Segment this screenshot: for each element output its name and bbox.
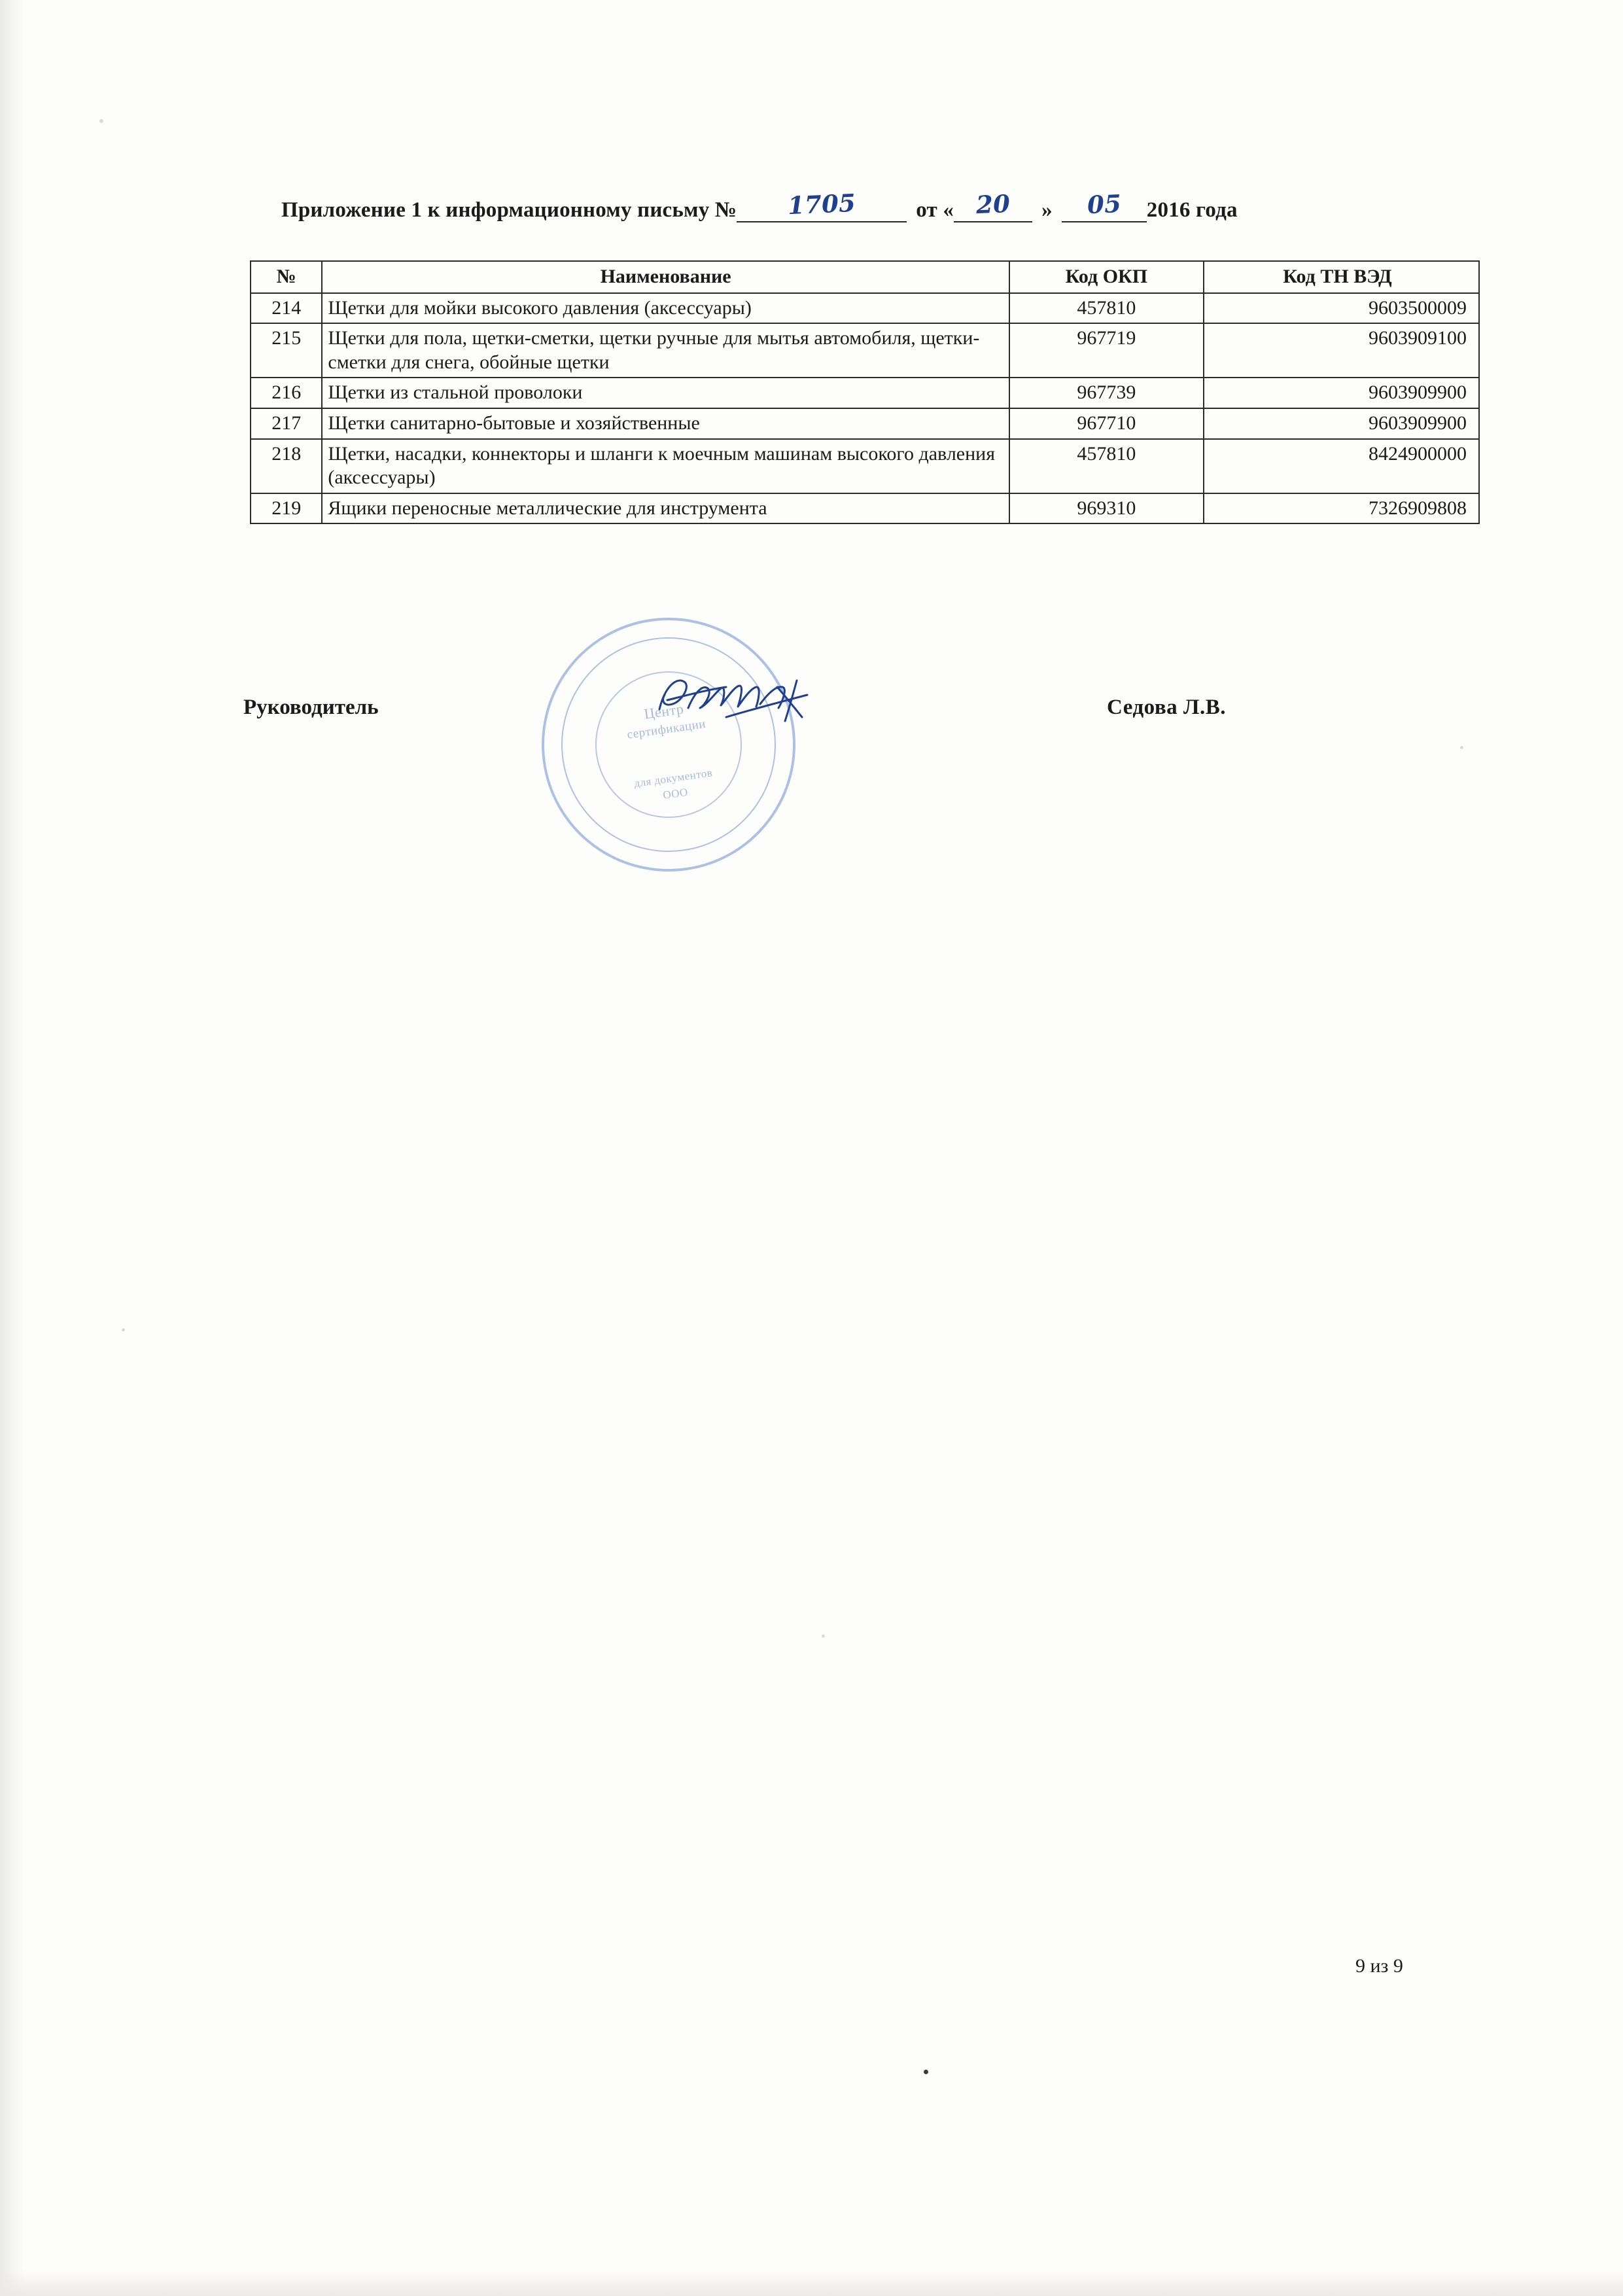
row-num: 217	[251, 408, 322, 439]
stamp-line-3: для документов	[633, 766, 714, 790]
table-header-tnved: Код ТН ВЭД	[1204, 261, 1479, 293]
stamp-line-4: ООО	[662, 785, 689, 802]
row-name: Щетки санитарно-бытовые и хозяйственные	[322, 408, 1009, 439]
stamp-line-1: Центр	[642, 700, 685, 722]
row-num: 219	[251, 493, 322, 524]
row-okp: 967710	[1009, 408, 1204, 439]
row-name: Щетки из стальной проволоки	[322, 378, 1009, 408]
row-name: Щетки для пола, щетки-сметки, щетки ручные для мытья автомобиля, щетки-сметки для снега, обойные щетки	[322, 323, 1009, 378]
row-okp: 969310	[1009, 493, 1204, 524]
row-name: Щетки для мойки высокого давления (аксессуары)	[322, 293, 1009, 324]
table-head	[251, 261, 1479, 293]
table-header-row	[251, 261, 1479, 293]
stamp-line-2: сертификации	[626, 716, 707, 742]
day-handwritten: 20	[975, 188, 1011, 220]
table-body	[251, 293, 1479, 524]
items-table-wrapper	[250, 260, 1480, 524]
header-year-text: 2016 года	[1146, 198, 1238, 222]
month-field[interactable]	[1062, 188, 1147, 222]
row-name: Ящики переносные металлические для инструмента	[322, 493, 1009, 524]
table-row	[251, 439, 1479, 493]
table-header-num: №	[251, 261, 322, 293]
row-num: 218	[251, 439, 322, 493]
row-tnved: 9603909900	[1204, 408, 1479, 439]
row-okp: 457810	[1009, 293, 1204, 324]
table-header-okp: Код ОКП	[1009, 261, 1204, 293]
day-field[interactable]	[954, 188, 1032, 222]
table-row	[251, 493, 1479, 524]
table-header-name: Наименование	[322, 261, 1009, 293]
letter-number-field[interactable]	[737, 188, 907, 222]
scan-edge-bottom	[0, 2270, 1623, 2296]
row-tnved: 9603500009	[1204, 293, 1479, 324]
row-num: 216	[251, 378, 322, 408]
header-ot-text: от «	[916, 198, 954, 222]
row-num: 214	[251, 293, 322, 324]
items-table	[250, 260, 1480, 524]
table-row	[251, 323, 1479, 378]
row-tnved: 7326909808	[1204, 493, 1479, 524]
header-quote-close: »	[1041, 198, 1053, 222]
row-num: 215	[251, 323, 322, 378]
document-header	[281, 188, 1459, 222]
row-tnved: 9603909900	[1204, 378, 1479, 408]
scan-speck	[122, 1328, 125, 1332]
row-okp: 967719	[1009, 323, 1204, 378]
row-okp: 457810	[1009, 439, 1204, 493]
page-indicator: 9 из 9	[1355, 1955, 1403, 1977]
table-row	[251, 378, 1479, 408]
letter-number-handwritten: 1705	[787, 188, 857, 221]
row-tnved: 8424900000	[1204, 439, 1479, 493]
table-row	[251, 293, 1479, 324]
scan-speck	[1460, 746, 1463, 749]
signature-person-name: Седова Л.В.	[1107, 696, 1226, 719]
round-stamp	[525, 601, 812, 888]
table-row	[251, 408, 1479, 439]
scan-speck	[99, 119, 103, 123]
stray-dot-mark	[924, 2070, 928, 2074]
month-handwritten: 05	[1086, 188, 1122, 220]
row-tnved: 9603909100	[1204, 323, 1479, 378]
row-name: Щетки, насадки, коннекторы и шланги к моечным машинам высокого давления (аксессуары)	[322, 439, 1009, 493]
header-prefix-text: Приложение 1 к информационному письму №	[281, 198, 737, 222]
signature-role-label: Руководитель	[243, 696, 379, 719]
scan-edge-left	[0, 0, 24, 2296]
scan-speck	[822, 1634, 825, 1638]
row-okp: 967739	[1009, 378, 1204, 408]
